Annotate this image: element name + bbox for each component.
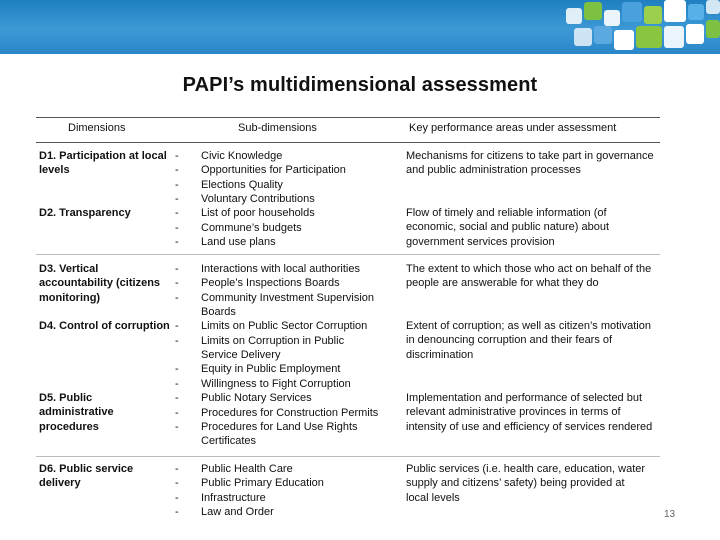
dimension-cell: D1. Participation at local levels bbox=[39, 150, 167, 177]
header-dimensions: Dimensions bbox=[68, 122, 126, 134]
sub-dimension-item: Infrastructure bbox=[201, 492, 266, 504]
group-divider bbox=[36, 456, 660, 457]
dimension-cell: D5. Public administrative procedures bbox=[39, 392, 114, 433]
header-key-performance-areas: Key performance areas under assessment bbox=[409, 122, 617, 134]
dash-marker: - bbox=[175, 506, 179, 518]
dash-marker: - bbox=[175, 477, 179, 489]
dimension-cell: D6. Public service delivery bbox=[39, 463, 134, 490]
sub-dimension-item: Opportunities for Participation bbox=[201, 164, 346, 176]
dash-marker: - bbox=[175, 407, 179, 419]
dash-marker: - bbox=[175, 463, 179, 475]
dimension-cell: D2. Transparency bbox=[39, 207, 131, 219]
sub-dimension-item: Community Investment Supervision Boards bbox=[201, 292, 375, 319]
dash-marker: - bbox=[175, 150, 179, 162]
sub-dimension-item: Public Primary Education bbox=[201, 477, 324, 489]
group-divider bbox=[36, 254, 660, 255]
kpa-cell: The extent to which those who act on behalf of the people are answerable for what they do bbox=[406, 263, 652, 290]
dash-marker: - bbox=[175, 236, 179, 248]
dash-marker: - bbox=[175, 277, 179, 289]
kpa-cell: Extent of corruption; as well as citizen’s motivation in denouncing corruption and their fears of discrimination bbox=[406, 320, 651, 361]
kpa-cell: Mechanisms for citizens to take part in governance and public administration processes bbox=[406, 150, 654, 177]
dash-marker: - bbox=[175, 492, 179, 504]
header-sub-dimensions: Sub-dimensions bbox=[238, 122, 317, 134]
dash-marker: - bbox=[175, 320, 179, 332]
sub-dimension-item: Land use plans bbox=[201, 236, 276, 248]
dash-marker: - bbox=[175, 335, 179, 347]
kpa-cell: Public services (i.e. health care, education, water supply and citizens’ safety) being provided at local levels bbox=[406, 463, 646, 504]
sub-dimension-item: Limits on Corruption in Public Service Delivery bbox=[201, 335, 345, 362]
dash-marker: - bbox=[175, 392, 179, 404]
sub-dimension-item: Equity in Public Employment bbox=[201, 363, 341, 375]
dash-marker: - bbox=[175, 193, 179, 205]
dash-marker: - bbox=[175, 207, 179, 219]
sub-dimension-item: Procedures for Construction Permits bbox=[201, 407, 379, 419]
sub-dimension-item: List of poor households bbox=[201, 207, 315, 219]
sub-dimension-item: Public Health Care bbox=[201, 463, 293, 475]
page-number: 13 bbox=[664, 509, 676, 520]
kpa-cell: Implementation and performance of selected but relevant administrative provinces in terms of intensity of use and efficiency of services rendered bbox=[406, 392, 653, 433]
sub-dimension-item: Civic Knowledge bbox=[201, 150, 283, 162]
sub-dimension-item: Law and Order bbox=[201, 506, 274, 518]
dash-marker: - bbox=[175, 263, 179, 275]
dash-marker: - bbox=[175, 378, 179, 390]
sub-dimension-item: Limits on Public Sector Corruption bbox=[201, 320, 368, 332]
dash-marker: - bbox=[175, 164, 179, 176]
sub-dimension-item: People’s Inspections Boards bbox=[201, 277, 340, 289]
table-top-rule bbox=[36, 117, 660, 118]
kpa-cell: Flow of timely and reliable information (of economic, social and public nature) about government services provision bbox=[406, 207, 610, 248]
dash-marker: - bbox=[175, 179, 179, 191]
dash-marker: - bbox=[175, 292, 179, 304]
dimension-cell: D3. Vertical accountability (citizens monitoring) bbox=[39, 263, 161, 304]
dash-marker: - bbox=[175, 363, 179, 375]
sub-dimension-item: Procedures for Land Use Rights Certificates bbox=[201, 421, 358, 448]
sub-dimension-item: Voluntary Contributions bbox=[201, 193, 315, 205]
sub-dimension-item: Interactions with local authorities bbox=[201, 263, 360, 275]
sub-dimension-item: Elections Quality bbox=[201, 179, 283, 191]
dimension-cell: D4. Control of corruption bbox=[39, 320, 170, 332]
sub-dimension-item: Willingness to Fight Corruption bbox=[201, 378, 351, 390]
puzzle-logo-icon bbox=[560, 0, 720, 54]
dash-marker: - bbox=[175, 222, 179, 234]
slide-title: PAPI’s multidimensional assessment bbox=[182, 74, 538, 96]
dash-marker: - bbox=[175, 421, 179, 433]
sub-dimension-item: Commune’s budgets bbox=[201, 222, 302, 234]
table-header-rule bbox=[36, 142, 660, 143]
sub-dimension-item: Public Notary Services bbox=[201, 392, 312, 404]
